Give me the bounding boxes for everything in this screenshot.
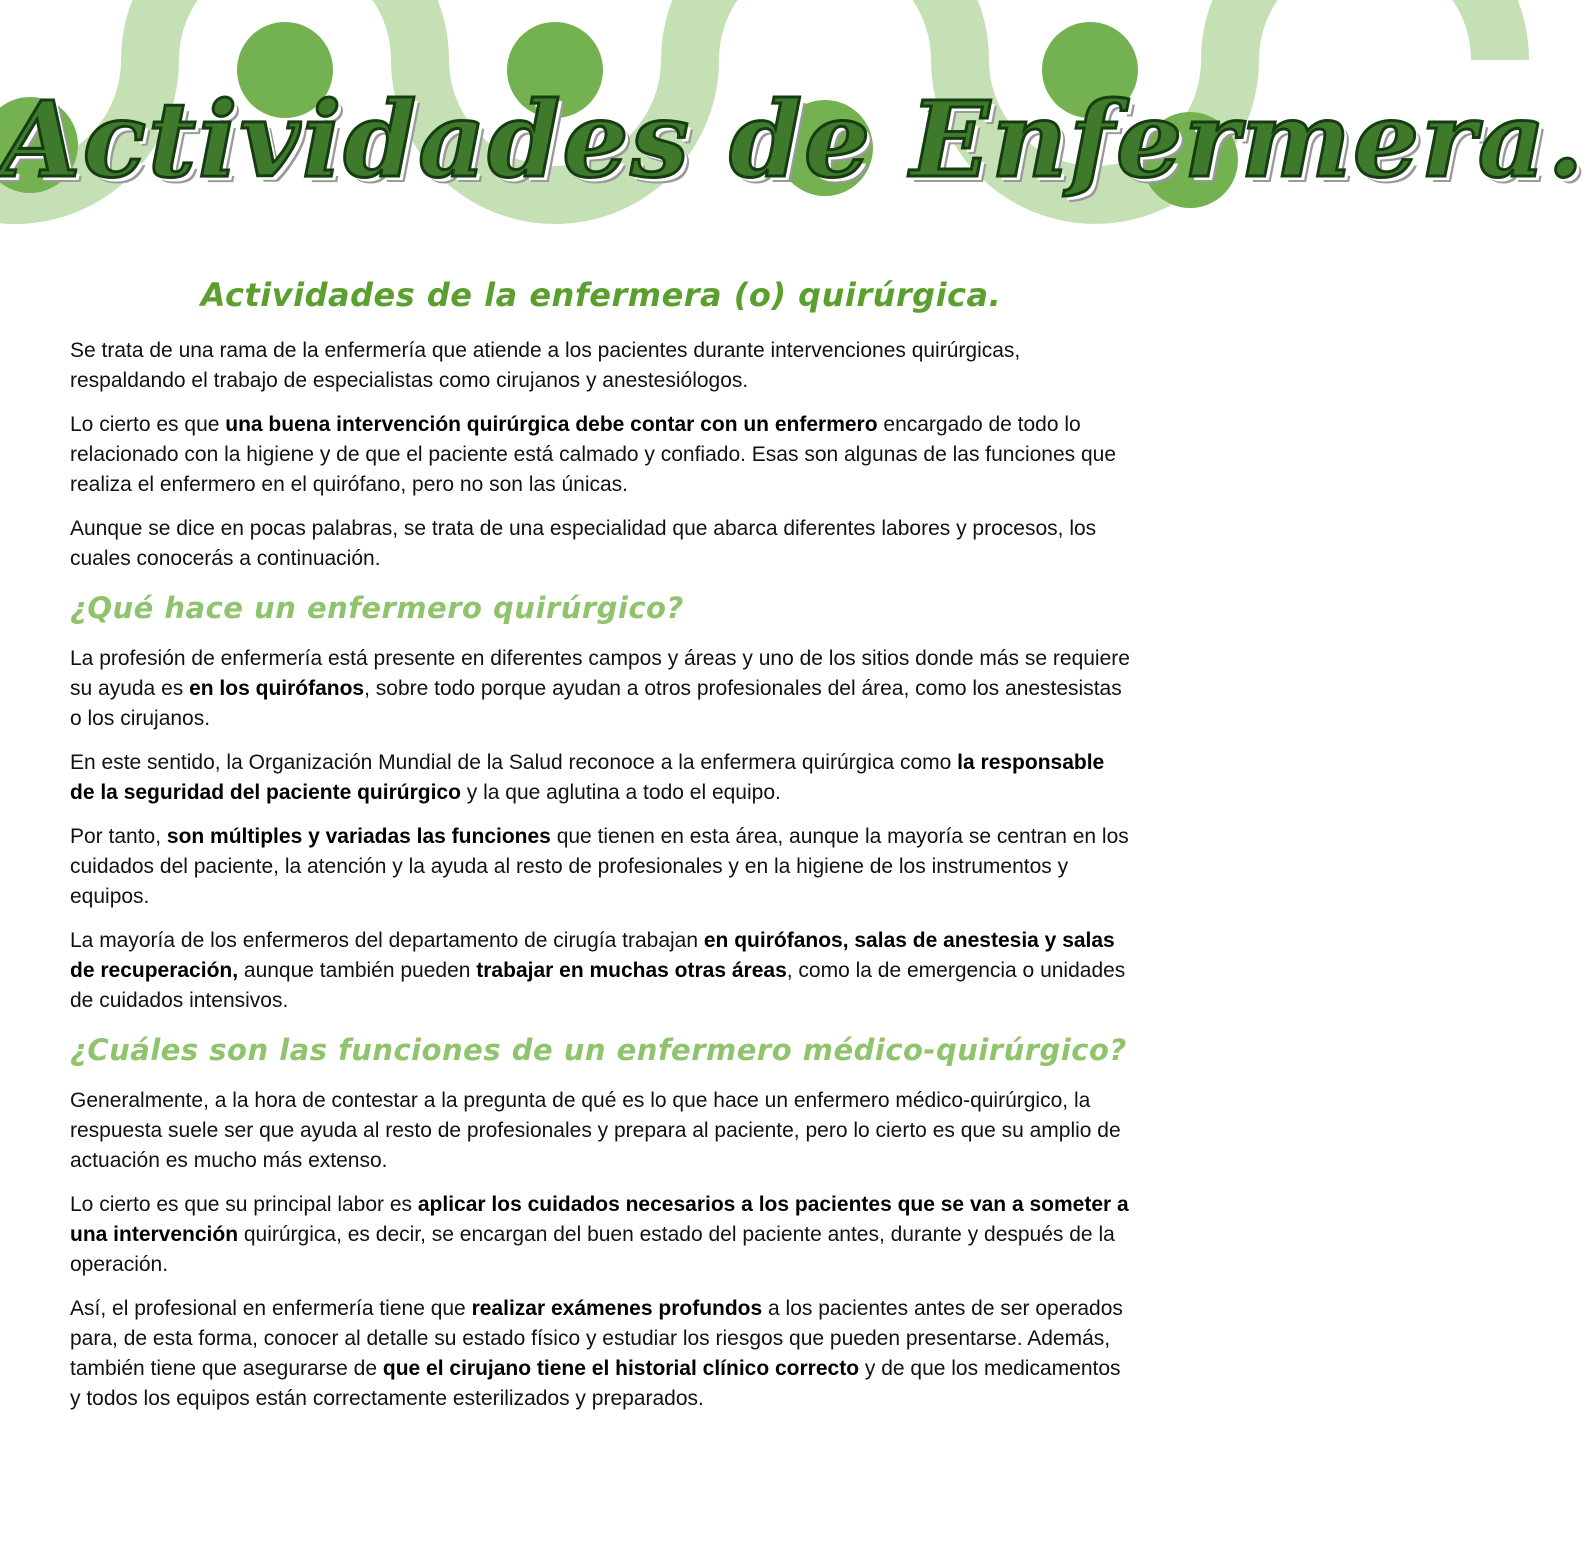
paragraph [70,926,1132,1016]
bold-text: trabajar en muchas otras áreas [476,959,787,982]
text-run: Lo cierto es que su principal labor es [70,1193,418,1216]
bold-text: realizar exámenes profundos [471,1297,763,1320]
text-run: que tienen en esta área, aunque la mayoría se centran en los cuidados del paciente, la atención y la ayuda al resto de profesionales y en la higiene de los instrumentos y equipos. [70,825,1129,908]
text-run: Por tanto, [70,825,167,848]
document-body [70,272,1132,1428]
bold-text: en quirófanos, salas de anestesia y salas de recuperación, [70,929,1115,982]
text-run: Así, el profesional en enfermería tiene que [70,1297,472,1320]
text-run: Lo cierto es que [70,413,226,436]
bold-text: que el cirujano tiene el historial clínico correcto [382,1357,860,1380]
text-run: Aunque se dice en pocas palabras, se trata de una especialidad que abarca diferentes labores y procesos, los cuales conocerás a continuación. [70,517,1097,570]
text-run: y la que aglutina a todo el equipo. [460,781,781,804]
text-run: aunque también pueden [238,959,477,982]
paragraph [70,1190,1132,1280]
text-run: a los pacientes antes de ser operados para, de esta forma, conocer al detalle su estado físico y estudiar los riesgos que pueden presentarse. Además, también tiene que asegurarse de [70,1297,1123,1380]
text-run: Se trata de una rama de la enfermería que atiende a los pacientes durante intervenciones quirúrgicas, respaldando el trabajo de especialistas como cirujanos y anestesiólogos. [70,339,1021,392]
paragraph [70,1294,1132,1414]
text-run: Generalmente, a la hora de contestar a la pregunta de qué es lo que hace un enfermero médico-quirúrgico, la respuesta suele ser que ayuda al resto de profesionales y prepara al paciente, pero lo cierto es que su amplio de actuación es mucho más extenso. [70,1089,1121,1172]
bold-text: la responsable de la seguridad del paciente quirúrgico [70,751,1105,804]
paragraph [70,336,1132,396]
text-run: La mayoría de los enfermeros del departamento de cirugía trabajan [70,929,704,952]
bold-text: en los quirófanos [189,677,365,700]
text-run: La profesión de enfermería está presente en diferentes campos y áreas y uno de los sitios donde más se requiere su ayuda es [70,647,1130,700]
paragraph [70,410,1132,500]
bold-text: aplicar los cuidados necesarios a los pacientes que se van a someter a una intervención [70,1193,1129,1246]
paragraph [70,822,1132,912]
text-run: , sobre todo porque ayudan a otros profesionales del área, como los anestesistas o los cirujanos. [70,677,1122,730]
page-title: Actividades de Enfermera. [0,78,1586,201]
decorative-banner [0,0,1586,250]
section-heading: ¿Qué hace un enfermero quirúrgico? [70,591,684,625]
text-run: y de que los medicamentos y todos los equipos están correctamente esterilizados y preparados. [70,1357,1121,1410]
paragraph [70,1086,1132,1176]
document-subtitle: Actividades de la enfermera (o) quirúrgica. [200,276,1002,314]
text-run: quirúrgica, es decir, se encargan del buen estado del paciente antes, durante y después de la operación. [70,1223,1115,1276]
bold-text: son múltiples y variadas las funciones [166,825,551,848]
bold-text: una buena intervención quirúrgica debe contar con un enfermero [225,413,878,436]
paragraph [70,748,1132,808]
paragraph [70,514,1132,574]
section-heading: ¿Cuáles son las funciones de un enfermero médico-quirúrgico? [70,1033,1127,1067]
text-run: , como la de emergencia o unidades de cuidados intensivos. [70,959,1126,1012]
text-run: encargado de todo lo relacionado con la higiene y de que el paciente está calmado y confiado. Esas son algunas de las funciones que realiza el enfermero en el quirófano, pero no son las únicas. [70,413,1117,496]
text-run: En este sentido, la Organización Mundial de la Salud reconoce a la enfermera quirúrgica como [70,751,958,774]
paragraph [70,644,1132,734]
